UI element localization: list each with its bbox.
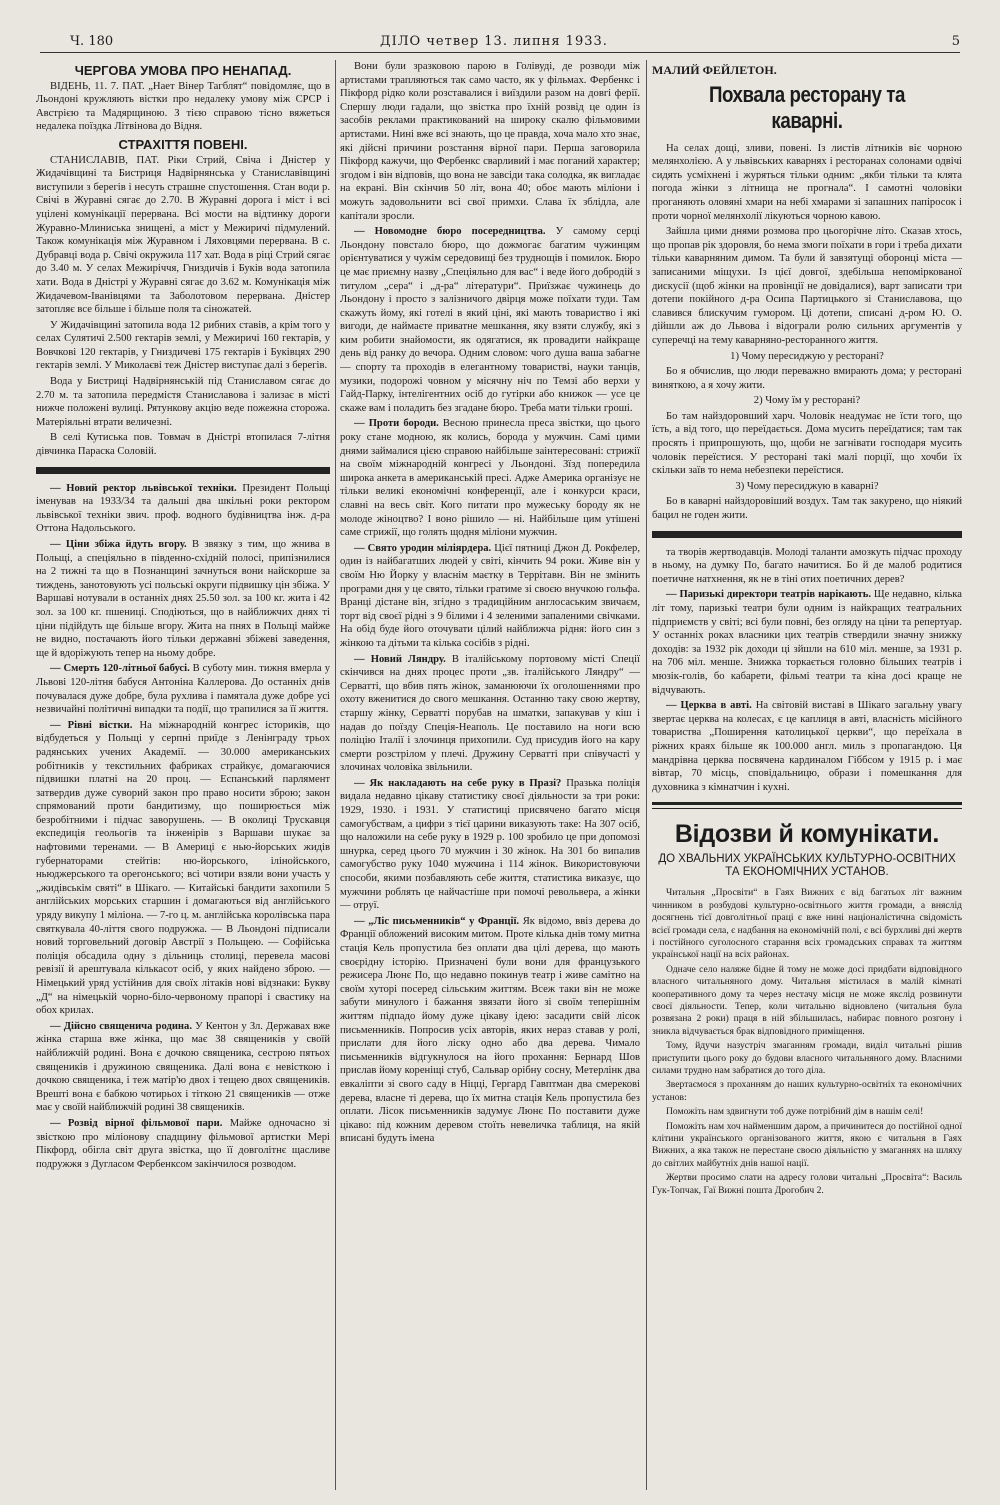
question: 1) Чому пересиджую у ресторані?	[730, 350, 884, 362]
news-text: У Кентон у Зл. Державах вже жінка старша вже жінка, що має 38 священиків у своїй найближчій родині. Вона є дочкою священика, сестрою пятьох священиків і дружиною священика. Далі вона є невісткою і дочкою священика, і теж матір'ю двох і тещею двох священиків. Врешті вона є бабкою чотирьох і тіткою 21 священиків — отже має у своїй найближчій родині 38 священиків.	[36, 1020, 330, 1114]
column-2	[340, 60, 640, 1490]
news-lead: — Церква в авті.	[666, 700, 752, 712]
announcement-body	[652, 887, 962, 1197]
news-lead: — Рівні вістки.	[50, 719, 133, 731]
news-item	[652, 588, 962, 697]
announcement-text: Одначе село наляже бідне й тому не може досі придбати відповідного власного читальняного дому. Читальня містилася в малій кімнаті кооперативного дому та через нестачу місця не може якслід розвинути своєї діяльности. Тепер, коли читальню відновлено (читальня була розвязана 2 роки) праця в ній збільшилась, набирає повного розгону і зникла відчувається брак відповідного приміщення.	[652, 963, 962, 1037]
news-text: На міжнародній конгрес істориків, що відбудеться у Польщі у серпні приїде з Ленінграду трьох радянських учених Академії. — 30.000 американських робітників у текстильних фабриках страйкує, домагаючися підвишки платні на 20 проц. — Еспанський парлямент затвердив дуже суворий закон про право носити зброю; закон спрямований проти бандитизму, що поширюється між безробітними і підчас заворушень. — В околиці Трускавця експедиція геольогів та інженірів з Варшави шукає за нафтовими теренами. — В Америці є нью-йорських жидів губернаторами стейтів: ню-йорського, ілінойського, ньюджерського та орегонського; всі чотири взяли вони участь у „жидівськім святі“ в Шікаго. — Китайські бандити захопили 5 англійських морських старшин і домагаються від англійського уряду викупу 1 міліона. — 7-го ц. м. англійська королівська пара святкувала 40-ліття свого подружжа. — В Льондоні підписали новий торговельний договір Австрії з Польщею. — Софійська поліція обсадила одну з дільниць столиці, перевела масові ревізії й арештувала кількасот осіб, у яких найдено зброю. — Німецький уряд устійнив для своїх літаків нові відзнаки: Букву „Д“ на німецькій чорно-біло-червоному прапорі і свастику на обох крилах.	[36, 719, 330, 1017]
news-lead: — Проти бороди.	[354, 418, 439, 430]
news-item	[340, 417, 640, 539]
masthead-date: ДІЛО четвер 13. липня 1933.	[380, 34, 608, 49]
news-item	[652, 699, 962, 794]
announcement-text: Поможіть нам хоч найменшим даром, а причинитеся до постійної одної клітини українського організованого життя, якою є читальня в Гаях Вижних, а яка також не перестане своєю діяльністю у змаганнях на шляху до світлих майбутніх днів нашої нації.	[652, 1120, 962, 1169]
section-rule	[36, 467, 330, 474]
news-text: В звязку з тим, що жнива в Польщі, а спеціяльно в південно-східній полосі, припізнилися на 2 тижні та що в Познанщині зачнуться вони найскорше за тиждень, занотовують усі польські округи підвишку цін збіжа. У Варшаві нотували в останніх днях 25.50 зол. за 100 кг. жита і 42 зол. за 100 кг. пшениці. Сподіються, що в найближчих днях ті ціни підійдуть ще більше вгору. Жита на пнях в Польщі майже не видно, постачають його тільки державні збіжеві заведення, ще й вдоріжують тепер на ньому добре.	[36, 539, 330, 659]
answer: Бо там найздоровший харч. Чоловік неадумає не їсти того, що їсть, а від того, що переїдається. Дома мусить переїдатися; там так просять і припрошують, що, щоби не загнівати господаря мусить чоловік переїстися. У ресторані такі малі порції, що хочби їх скільки заїв то нема небезпеки переїстися.	[652, 410, 962, 477]
news-item	[340, 225, 640, 415]
page-number: 5	[951, 34, 960, 49]
news-lead: — Як накладають на себе руку в Празі?	[354, 777, 562, 789]
news-lead: — Паризькі директори театрів нарікають.	[666, 589, 871, 601]
news-item	[36, 482, 330, 536]
feuilleton-title: Похвала ресторану та каварні.	[708, 81, 906, 133]
article-title: СТРАХІТТЯ ПОВЕНІ.	[118, 136, 248, 152]
article-text: та творів жертводавців. Молоді таланти амозкуть підчас проходу в ньому, на думку По, багато начитися. Бо й де малоб родитися поетичне натхнення, як не в тіні отих поетичних дерев?	[652, 546, 962, 585]
news-lead: — Свято уродин міліярдера.	[354, 542, 492, 554]
article-text: В селі Кутиська пов. Товмач в Дністрі втопилася 7-літня дівчинка Параска Соловій.	[36, 432, 330, 458]
news-item	[36, 538, 330, 660]
news-lead: — Новий ректор львівської техніки.	[50, 482, 237, 494]
news-item	[36, 1117, 330, 1171]
news-lead: — Ціни збіжа йдуть вгору.	[50, 539, 187, 550]
news-text: Весною принесла преса звістки, що цього року стане модною, як колись, борода у мужчин. Самі цими днями займалися цією справою найбільше заінтересовані: стрижії на своїм міжнародній конгресі у Льондоні. Зїзд попередила широка анкета в американській пресі. Адже Америка організує не тільки великі економічні конференції, але і конкурси краси, славні на весь світ. Кого питати про мужеську бороду як не молоде жіноцтво? І воно рішило — ні. Найбільше цим утішені саме стрижії, що голять щодня міліони мужчин.	[340, 418, 640, 539]
announcement-text: Жертви просимо слати на адресу голови читальні „Просвіта“: Василь Гук-Топчак, Гаї Вижні пошта Дрогобич 2.	[652, 1172, 962, 1196]
news-text: Майже одночасно зі звісткою про міліонову спадщину фільмової артистки Мері Пікфорд, обігла світ друга звістка, що її довголітнє щасливе подружжя з Дугласом Фербенксом закінчилося розводом.	[36, 1117, 330, 1170]
news-text: У самому серці Льондону повстало бюро, що дожмогає багатим чужинцям орієнтуватися у чужім середовищі без труднощів і помилок. Бюро це має приємну назву „Спеціяльно для вас“ і веде його добродій з титулом „сера“ і „д-ра“ літератури“. Приїзжає чужинець до Льондону і просто з залізничого двірця може поїхати туди. Там скажуть йому, які готелі в який ціні, які мають товариство і які вигоди, де наймаєте приватне мешкання, яку взяти службу, які з ким робити знайомости, як одягатися, як провадити найкраще день від ранку до вечора. Одним словом: чого душа ваша забагне — спорту та проходів в елегантному товаристві, науки танців, музики, подорожі човном у місячну ніч по Темзі або верхи у Гайд-Парку, інтелігентних осіб до гутірки або книжок — усе це скаже вам і поладить без згадане бюро. Треба мати тільки гроші.	[340, 226, 640, 414]
news-text: Празька поліція видала недавно цікаву статистику своєї діяльности за три роки: 1929, 1930. і 1931. У статистиці присвячено багато місця самогубствам, а цифри з тієї царини виказують таке: На 307 осіб, що наложили на себе руку в 1929 р. 100 зробило це при допомозі шнурка, серед цього 70 мужчин і 30 жінок. На 301 бо випалив самогубство руку 1040 мужчина і 114 жінок. Використовуючи способи, якими позбавляють себе життя, статистика виказує, що мужчини роблять це найчастіше при помочі револьвера, а жінки — отруї.	[340, 777, 640, 912]
news-item	[340, 653, 640, 775]
news-lead: — „Ліс письменників“ у Франції.	[354, 915, 520, 927]
issue-number: Ч. 180	[70, 34, 114, 49]
news-text: В суботу мин. тижня вмерла у Львові 120-літня бабуся Антоніна Каллерова. До останніх днів почувалася дуже добре, була рухлива і памятала дуже добре усі незвичайні політичні випадки та події, що трапилися за її життя.	[36, 663, 330, 716]
article-text: Вода у Бистриці Надвірнянській під Станиславом сягає до 2.70 м. та затопила передмістя Станиславова і зализає в місті нижче положені вулиці. Рятункову акцію веде пожежна сторожа. Матеріяльні втрати величезні.	[36, 376, 330, 428]
news-item	[36, 662, 330, 716]
article-title: ЧЕРГОВА УМОВА ПРО НЕНАПАД.	[74, 63, 292, 78]
news-text: Цієї пятниці Джон Д. Рокфелер, один із найбагатших людей у світі, кінчить 94 роки. Живе він у своїм Ню Йорку у власнім маєтку в Террітавн. Він не змінить програми дня у це свято, тільки гратиме зі своєю внучкою гольфа. Вранці дістане він, згідно з традиційним англосаським звичаєм, торт від своєї рідні з 9 білими і 4 зеленими запаленими свічками. На обід буде його оточувати цілий найближча рідня: його син з жінкою та дітьми та кілька сосібів з рідні.	[340, 542, 640, 649]
section-rule	[652, 531, 962, 538]
answer: Бо в каварні найздоровіший воздух. Там так закурено, що ніякий бацил не годен жити.	[652, 496, 962, 522]
announcements-title: Відозви й комунікати.	[674, 820, 940, 849]
section-rule	[652, 802, 962, 809]
feuilleton-kicker: МАЛИЙ ФЕЙЛЕТОН.	[652, 63, 777, 77]
news-text: На світовій виставі в Шікаго загальну увагу звертає церква на колесах, є це каплиця в авті, власність місійного товариства „Поширення католицької церкви“, що переїхала в ріжних краях більше як 100.000 англ. миль з пропагандою. Ця мандрівна церква посвячена кардиналом Гіббсом у 1915 р. і має вівтар, 70 місць, сповідальницю, образи і помешкання для духовника з кімнатчин і кухні.	[652, 700, 962, 793]
news-item	[340, 542, 640, 651]
question: 3) Чому пересиджую в каварні?	[735, 480, 879, 492]
article-text: На селах дощі, зливи, повені. Із листів літників віє чорною мелянхолією. А у львівських каварнях і ресторанах солонами одвічі сидять усміхнені і журяться тільки одним: „якби тільки та клята погода жінки з літнища не прогнала“. І самотні чоловіки проганяють оловяні хмари на небі хмарами зі запашних папіросок і проти чорної мелянхолії лікуються чорною кавою.	[652, 142, 962, 222]
news-item	[340, 915, 640, 1146]
news-text: Ще недавно, кілька літ тому, паризькі театри були одним із найкращих театральних підприємств у світі; всі були повні, без огляду на ціни та репертуар. У останніх роках власники цих театрів ствердили значну знижку доходів: за 1932 рік доходи ці зйшли на 610 міл. менше, за 1931 р. на 706 міл. менше. Знижка торкається головно більших театрів і мюзік-голів, бо кабарети, фільмі театри та кіна досі краще не відчувають.	[652, 589, 962, 696]
news-lead: — Новий Ляндру.	[354, 653, 446, 665]
article-text: СТАНИСЛАВІВ, ПАТ. Ріки Стрий, Свіча і Дністер у Жидачівщині та Бистриця Надвірнянська у Станиславівщині виступили з берегів і несуть страшне спустошення. Стан води р. Свічі в Журавні сягає до 2.70. В Журавні дорога і міст і всі уцілені комунікації перервана. Всі мости на відтинку дороги Журавно-Млиниська знищені, а міст у Межиричі підмулений. Також комунікація між Журавном і Ляховцями перервана. В с. Дубравці вода р. Свічі окружила 117 хат. Вода в ріці Стрий сягає до 3.40 м. У селах Межиріччя, Гниздичів і Буків вода затопила хати. Вода в Дністрі у Журавні сягає до 3.62 м. Комунікація між Жидачевом-Іванівцями та Заболотовом перервана. Дністер затопляє все більше і більше поля та сіножатей.	[36, 154, 330, 316]
news-lead: — Смерть 120-літньої бабусі.	[50, 663, 190, 675]
article-text: ВІДЕНЬ, 11. 7. ПАТ. „Нает Вінер Тагблят“ повідомляє, що в Льондоні кружляють вістки про недалеку умову між СРСР і Австрією та Мадярщиною. З тією справою тісно вяжеться недалека поїздка Літвінова до Відня.	[36, 80, 330, 133]
news-lead: — Дійсно священича родина.	[50, 1020, 192, 1032]
news-text: В італійському портовому місті Спеції скінчився на днях процес проти „зв. італійського Ляндру“ — Серватті, що вбив пять жінок, заманюючи їх оголошеннями про охоту вженитися до свого мешкання. Останню таку свою жертву, старшу жінку, Серватті порубав на шматки, запакував у кіш і надав до поїзду Спеція-Неаполь. Це поставило на ноги всю поліцію Італії і злочинця прихопили. Суд присудив його на кару смерти розстрілом у плечі. Дружину Серватті при співучасті у злочинах чоловіка звільнили.	[340, 653, 640, 774]
announcement-text: Звертаємося з проханням до наших культурно-освітніх та економічних установ:	[652, 1079, 962, 1103]
announcement-heading: ДО ХВАЛЬНИХ УКРАЇНСЬКИХ КУЛЬТУРНО-ОСВІТНИХ ТА ЕКОНОМІЧНИХ УСТАНОВ.	[658, 853, 956, 879]
question: 2) Чому їм у ресторані?	[753, 395, 861, 407]
article-text: У Жидачівщині затопила вода 12 рибних ставів, а крім того у селах Сулятичі 2.500 гектарів землі, у Межиричі 160 гектарів, у Вовчкові 120 гектарів, у Гниздичеві 175 гектарів і Буківцях 290 гектарів землі. У Миколаєві теж Дністер виступає далі з берегів.	[36, 319, 330, 372]
column-1	[36, 60, 330, 1490]
answer: Бо я обчислив, що люди переважно вмирають дома; у ресторані виняткою, а я хочу жити.	[652, 366, 962, 391]
page-header	[40, 30, 960, 53]
news-lead: — Розвід вірної фільмової пари.	[50, 1117, 223, 1129]
news-lead: — Новомодне бюро посередництва.	[354, 226, 546, 238]
news-text: Президент Польщі іменував на 1933/34 та дальші два шкільні роки ректором львівської техніки звич. проф. водного будівництва інж. д-ра Оттона Надольського.	[36, 482, 330, 535]
column-divider	[335, 60, 336, 1490]
news-item	[36, 719, 330, 1018]
announcement-text: Читальня „Просвіти“ в Гаях Вижних є від багатьох літ важним чинником в розбудові культурно-освітнього життя громади, а вняслід досягнень тієї довголітньої праці є вже нині націоналістична свідомість всієї громади села, є надбання на економічній полі, є всі бурхливі дні жертв і постійного суголосного старання всіх громадських справах та життям української нації на всіх районах.	[652, 887, 962, 961]
article-text: Вони були зразковою парою в Голівуді, де розводи між артистами трапляються так само часто, як у фільмах. Фербенкс і Пікфорд рідко коли розставалися і виїздили разом на довгі ферії. Спершу люди гадали, що звістка про їхній розвід це один із засобів реклами практикований на широку скалю фільмовими артистами. Нині вже всі знають, що це правда, хоча мало хто знає, які дійсні причини розстання вірної пари. Перша заговорила Пікфорд кажучи, що Фербенкс сварливий і має поганий характер; згодом і він відповів, що вона не завсіди така солодка, як вигладає на екрані. Він скінчив 50 літ, вона 40; обоє мають міліони і можуть задовольнити всі свої примхи. Слава їх зблідла, але капітали зросли.	[340, 61, 640, 222]
column-3	[652, 60, 962, 1490]
article-text: Зайшла цими днями розмова про цьогорічне літо. Сказав хтось, що пропав рік здоровля, бо нема змоги поїхати в гори і треба дихати тільки каварняним димом. Та були й завзятущі оборонці міста — записаними міщухи. Із цієї довгої, здебільша непоміркованої дискусії (щоб жінки на провінції не довідалися), варт записати три дотепи покійного д-ра Осипа Партицького зі Станиславова, що славився блискучим гумором. Ці дотепи, списані д-ром Ю. О. дійшли аж до Львова і відограли ролю сильних аргументів у суперечці на тему каварняно-ресторанного життя.	[652, 226, 962, 346]
announcement-text: Тому, йдучи назустріч змаганням громади, виділ читальні рішив приступити цього року до будови власного читальняного дому. Власними силами трудно нам забратися до того діла.	[652, 1040, 962, 1076]
news-item	[340, 777, 640, 913]
news-text: Як відомо, ввіз дерева до Франції обложений високим митом. Проте кілька днів тому митна стація Кель пропустила без оплати два цілі дерева, що мають своєрідну історію. Призначені були вони для французького режисера Люнє По, що недавно покинув театр і живе самітно на своїм хуторі посеред сільським життям. Всеж таки він не може забути минулого і бажання звязати його зі своїм теперішнім життям підпадо йому дуже цікаву ідею: засадити свій лісок письменників. Попросив усіх авторів, яких нераз ставав у ролі, прислати для його ліску одно або два дерева. Чимало письменників відгукнулося на його прохання: Бернард Шов прислав йому кореніщі стуб, Сальвар орібну сосну, Метерлінк два евкаліпти зі свого саду в Ніцці, Гергард Гавптман два смерекові дерева, власне ті дерева, що їх митна стація Кель пропустила без оплати. Лісок письменників задумує Люнє По поставити дуже цікаво: під кожним деревом стоїть невеличка таблиця, на якій вписані будуть імена	[340, 915, 640, 1145]
news-item	[36, 1020, 330, 1115]
announcement-text: Поможіть нам здвигнути тоб дуже потрібний дім в нашім селі!	[666, 1106, 924, 1118]
column-divider	[646, 60, 647, 1490]
